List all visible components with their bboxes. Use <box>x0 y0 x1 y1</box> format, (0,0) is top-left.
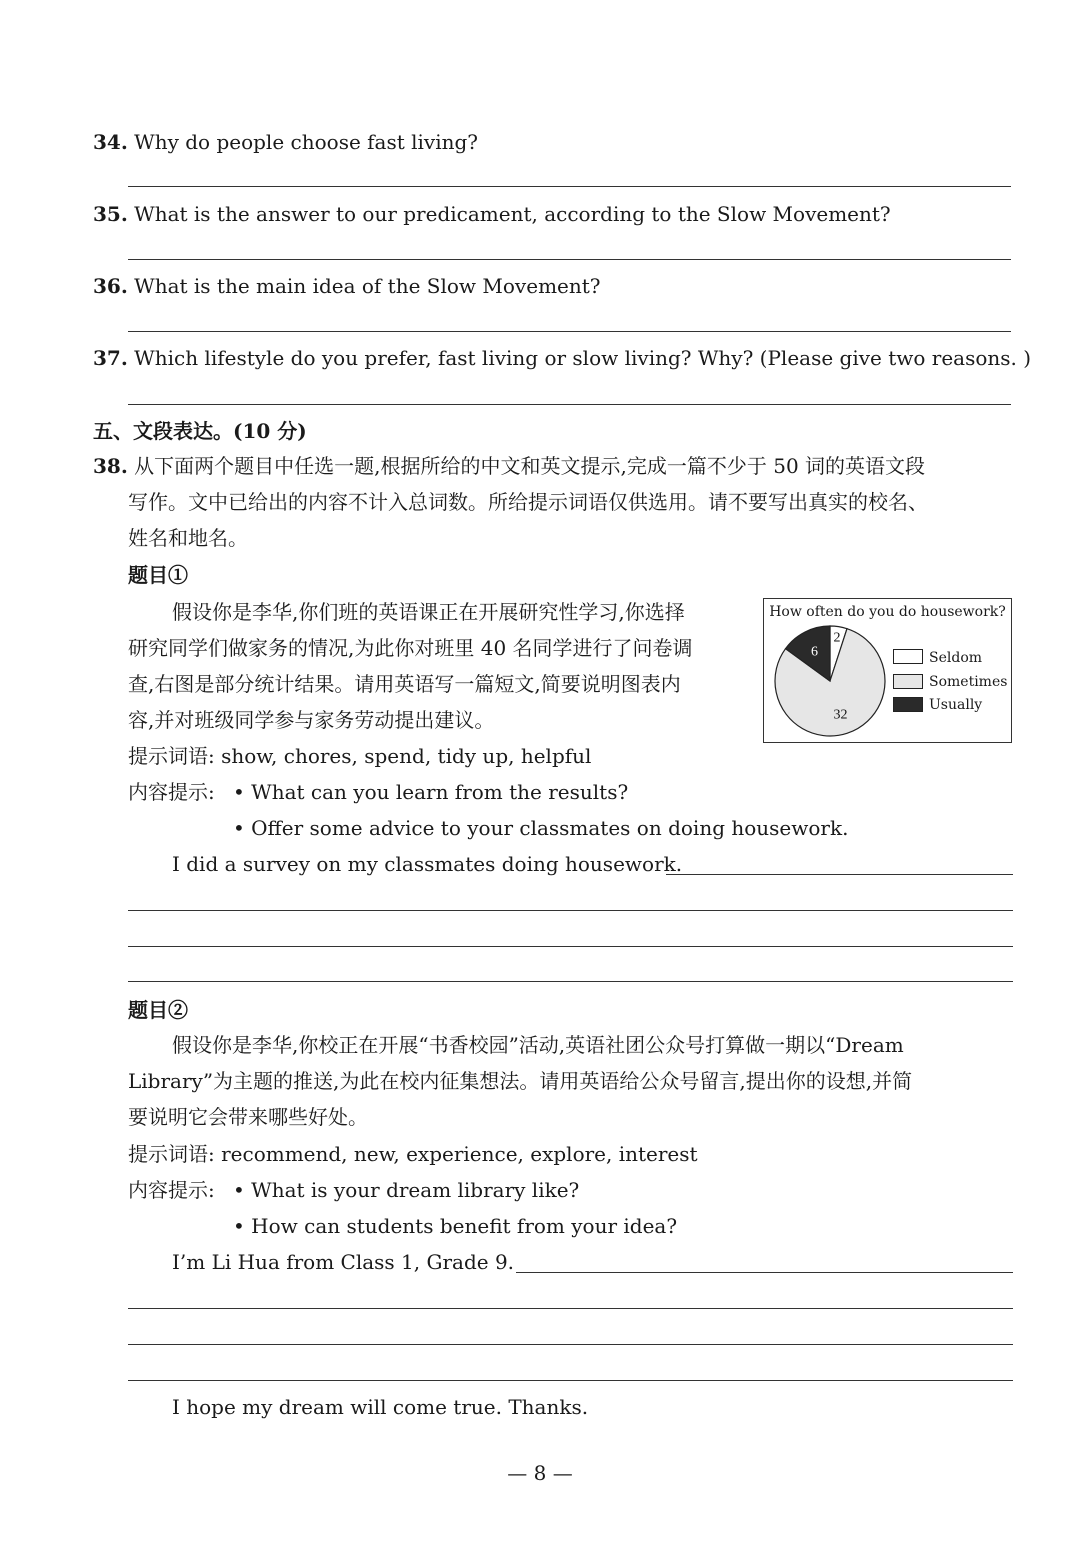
writing-line[interactable] <box>128 1380 1013 1381</box>
instruction-text: 写作。文中已给出的内容不计入总词数。所给提示词语仅供选用。请不要写出真实的校名、 <box>128 490 928 514</box>
content-hint: • How can students benefit from your idea? <box>233 1214 678 1238</box>
question-text: Why do people choose fast living? <box>134 130 479 154</box>
writing-line[interactable] <box>128 946 1013 947</box>
legend-label-sometimes: Sometimes <box>929 674 1008 690</box>
hint-words: 提示词语: show, chores, spend, tidy up, helpful <box>128 744 592 768</box>
pie-label-seldom: 2 <box>833 630 841 646</box>
content-hint: • What can you learn from the results? <box>233 780 629 804</box>
legend-swatch-seldom <box>893 649 923 664</box>
question-38-line-1 <box>93 453 925 479</box>
pie-chart <box>763 598 1012 743</box>
starter-sentence: I’m Li Hua from Class 1, Grade 9. <box>172 1250 515 1274</box>
question-text: Which lifestyle do you prefer, fast living or slow living? Why? (Please give two reasons. ) <box>134 346 1032 370</box>
writing-line[interactable] <box>516 1272 1013 1273</box>
writing-line[interactable] <box>128 1308 1013 1309</box>
topic-2-paragraph: Library”为主题的推送,为此在校内征集想法。请用英语给公众号留言,提出你的设想,并简 <box>128 1069 913 1093</box>
writing-line[interactable] <box>128 981 1013 982</box>
instruction-text: 从下面两个题目中任选一题,根据所给的中文和英文提示,完成一篇不少于 50 词的英语文段 <box>134 454 926 478</box>
writing-line[interactable] <box>666 874 1013 875</box>
section-heading: 五、文段表达。(10 分) <box>93 419 307 443</box>
topic-1-title: 题目① <box>128 563 188 587</box>
legend-swatch-usually <box>893 697 923 712</box>
chart-title: How often do you do housework? <box>769 604 1006 620</box>
question-text: What is the main idea of the Slow Movement? <box>134 274 601 298</box>
answer-line[interactable] <box>128 331 1011 332</box>
answer-line[interactable] <box>128 404 1011 405</box>
content-hint: • Offer some advice to your classmates on doing housework. <box>233 816 849 840</box>
topic-2-paragraph: 假设你是李华,你校正在开展“书香校园”活动,英语社团公众号打算做一期以“Dream <box>172 1033 904 1057</box>
instruction-text: 姓名和地名。 <box>128 526 248 550</box>
pie-label-sometimes: 32 <box>833 707 848 723</box>
answer-line[interactable] <box>128 186 1011 187</box>
topic-2-paragraph: 要说明它会带来哪些好处。 <box>128 1105 368 1129</box>
question-35 <box>93 201 891 227</box>
pie-plot <box>766 621 896 741</box>
content-hint: • What is your dream library like? <box>233 1178 580 1202</box>
legend-swatch-sometimes <box>893 674 923 689</box>
topic-2-title: 题目② <box>128 998 188 1022</box>
question-text: What is the answer to our predicament, according to the Slow Movement? <box>134 202 891 226</box>
hint-words: 提示词语: recommend, new, experience, explore, interest <box>128 1142 698 1166</box>
writing-line[interactable] <box>128 1344 1013 1345</box>
page-number: — 8 — <box>507 1461 573 1485</box>
closing-sentence: I hope my dream will come true. Thanks. <box>172 1395 589 1419</box>
question-number: 34. <box>93 130 128 154</box>
question-number: 35. <box>93 202 128 226</box>
writing-line[interactable] <box>128 910 1013 911</box>
answer-line[interactable] <box>128 259 1011 260</box>
content-hint-label: 内容提示: <box>128 780 215 804</box>
content-hint-label: 内容提示: <box>128 1178 215 1202</box>
topic-1-paragraph: 假设你是李华,你们班的英语课正在开展研究性学习,你选择 <box>172 600 685 624</box>
question-34 <box>93 129 478 155</box>
starter-sentence: I did a survey on my classmates doing housework. <box>172 852 683 876</box>
question-number: 38. <box>93 454 128 478</box>
pie-label-usually: 6 <box>811 644 819 660</box>
question-number: 36. <box>93 274 128 298</box>
question-37 <box>93 345 1031 371</box>
question-36 <box>93 273 601 299</box>
legend-label-seldom: Seldom <box>929 650 983 666</box>
topic-1-paragraph: 研究同学们做家务的情况,为此你对班里 40 名同学进行了问卷调 <box>128 636 693 660</box>
topic-1-paragraph: 容,并对班级同学参与家务劳动提出建议。 <box>128 708 495 732</box>
question-number: 37. <box>93 346 128 370</box>
legend-label-usually: Usually <box>929 697 983 713</box>
topic-1-paragraph: 查,右图是部分统计结果。请用英语写一篇短文,简要说明图表内 <box>128 672 681 696</box>
